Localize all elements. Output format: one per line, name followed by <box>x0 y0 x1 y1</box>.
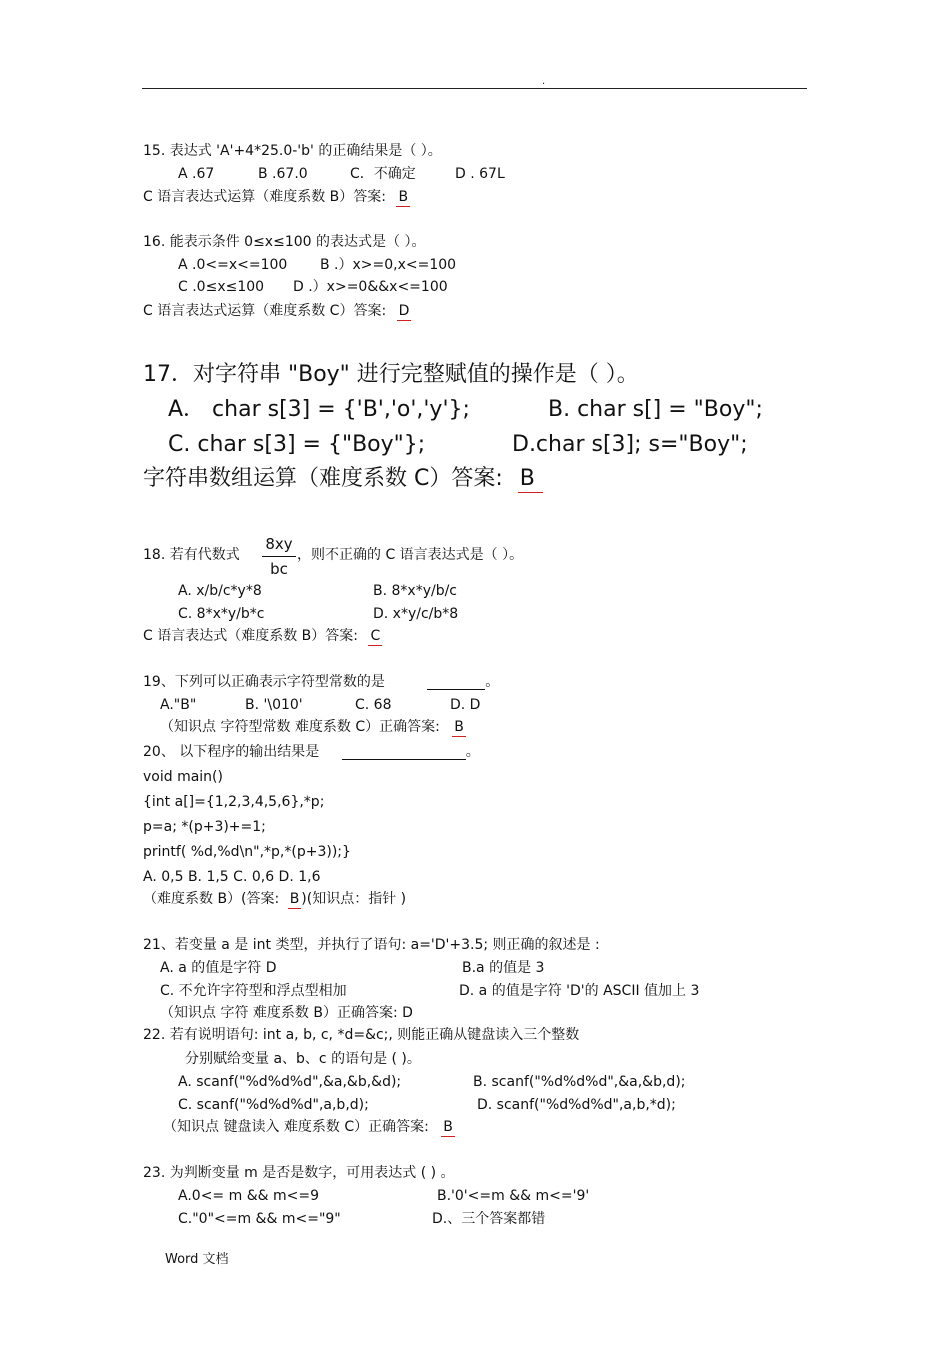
q15-option-c: C．不确定 <box>350 166 416 182</box>
q15-meta <box>143 190 410 204</box>
q19-stem-text: 19、下列可以正确表示字符型常数的是 <box>143 674 385 690</box>
q19-option-d: D. D <box>450 697 481 713</box>
q17-answer: B <box>518 466 543 493</box>
q15-option-d: D . 67L <box>455 166 505 182</box>
q18-fraction <box>262 535 296 578</box>
q18-option-a: A. x/b/c*y*8 <box>178 583 262 599</box>
q21-stem: 21、若变量 a 是 int 类型，并执行了语句: a='D'+3.5; 则正确的叙述是 : <box>143 937 600 953</box>
q20-code-line-4: printf( %d,%d\n",*p,*(p+3));} <box>143 844 351 860</box>
q16-option-b: B .）x>=0,x<=100 <box>320 257 457 273</box>
q18-numerator: 8xy <box>265 535 293 553</box>
q17-meta-text: 字符串数组运算（难度系数 C）答案: <box>143 466 503 491</box>
header-rule <box>142 88 807 89</box>
q16-stem: 16. 能表示条件 0≤x≤100 的表达式是（ ）。 <box>143 234 426 250</box>
q19-stem-end: 。 <box>485 674 500 690</box>
header-dot: . <box>542 76 546 87</box>
q17-stem: 17．对字符串 "Boy" 进行完整赋值的操作是（ ）。 <box>143 362 639 387</box>
q18-option-c: C. 8*x*y/b*c <box>178 606 265 622</box>
q23-option-d: D.、三个答案都错 <box>432 1211 546 1227</box>
q20-stem-text: 20、 以下程序的输出结果是 <box>143 744 320 760</box>
q18-option-b: B. 8*x*y/b/c <box>373 583 457 599</box>
q21-meta: （知识点 字符 难度系数 B）正确答案: D <box>160 1005 413 1021</box>
q20-meta <box>143 892 406 906</box>
q23-stem: 23. 为判断变量 m 是否是数字，可用表达式 ( ) 。 <box>143 1165 455 1181</box>
q21-option-a: A. a 的值是字符 D <box>160 960 277 976</box>
q19-stem <box>143 675 499 690</box>
q22-stem: 22. 若有说明语句: int a, b, c, *d=&c;, 则能正确从键盘读入三个整数 <box>143 1027 580 1043</box>
q20-code-line-1: void main() <box>143 769 223 785</box>
q19-option-b: B. '\010' <box>245 697 303 713</box>
q20-meta-post: )(知识点：指针 ) <box>301 891 407 907</box>
q20-options: A. 0,5 B. 1,5 C. 0,6 D. 1,6 <box>143 869 321 885</box>
q18-denominator: bc <box>270 560 288 578</box>
q17-option-d: D.char s[3]; s="Boy"; <box>512 432 748 457</box>
q22-option-d: D. scanf("%d%d%d",a,b,*d); <box>477 1097 676 1113</box>
q16-option-d: D .）x>=0&&x<=100 <box>293 279 448 295</box>
q22-option-b: B. scanf("%d%d%d",&a,&b,d); <box>473 1074 686 1090</box>
q18-stem-pre: 18. 若有代数式 <box>143 547 240 563</box>
q19-blank <box>427 675 485 690</box>
q23-option-a: A.0<= m && m<=9 <box>178 1188 319 1204</box>
q19-option-c: C. 68 <box>355 697 392 713</box>
q15-answer: B <box>398 189 409 205</box>
q15-option-b: B .67.0 <box>258 166 308 182</box>
q19-option-a: A."B" <box>160 697 197 713</box>
q22-answer: B <box>443 1119 453 1135</box>
q20-meta-pre: （难度系数 B）(答案: <box>143 891 280 907</box>
q22-meta-text: （知识点 键盘读入 难度系数 C）正确答案: <box>163 1119 429 1135</box>
q22-stem-2: 分别赋给变量 a、b、c 的语句是 ( )。 <box>185 1051 421 1067</box>
q16-option-c: C .0≤x≤100 <box>178 279 265 295</box>
q20-code-line-2: {int a[]={1,2,3,4,5,6},*p; <box>143 794 325 810</box>
q17-option-c: C. char s[3] = {"Boy"}; <box>168 432 426 457</box>
q21-option-b: B.a 的值是 3 <box>462 960 545 976</box>
q22-option-a: A. scanf("%d%d%d",&a,&b,&d); <box>178 1074 402 1090</box>
q20-code-line-3: p=a; *(p+3)+=1; <box>143 819 266 835</box>
q21-option-d: D. a 的值是字符 'D'的 ASCII 值加上 3 <box>459 983 700 999</box>
q20-stem <box>143 745 480 760</box>
q19-answer: B <box>454 719 464 735</box>
q18-stem-post: ，则不正确的 C 语言表达式是（ ）。 <box>297 547 524 563</box>
q21-option-c: C. 不允许字符型和浮点型相加 <box>160 983 347 999</box>
q18-meta-text: C 语言表达式（难度系数 B）答案: <box>143 628 358 644</box>
q18-answer: C <box>370 628 381 644</box>
q16-meta-text: C 语言表达式运算（难度系数 C）答案: <box>143 303 387 319</box>
q17-option-b: B. char s[] = "Boy"; <box>548 397 763 422</box>
q19-meta <box>160 720 466 734</box>
q19-meta-text: （知识点 字符型常数 难度系数 C）正确答案: <box>160 719 440 735</box>
q16-meta <box>143 304 411 318</box>
q22-option-c: C. scanf("%d%d%d",a,b,d); <box>178 1097 369 1113</box>
q20-blank <box>342 745 466 760</box>
q22-meta <box>163 1120 455 1134</box>
q20-stem-end: 。 <box>465 744 480 760</box>
q15-stem: 15. 表达式 'A'+4*25.0-'b' 的正确结果是（ ）。 <box>143 143 442 159</box>
q15-option-a: A .67 <box>178 166 215 182</box>
q18-option-d: D. x*y/c/b*8 <box>373 606 459 622</box>
q16-answer: D <box>398 303 410 319</box>
page-footer: Word 文档 <box>165 1252 229 1267</box>
q18-meta <box>143 629 382 643</box>
q23-option-c: C."0"<=m && m<="9" <box>178 1211 341 1227</box>
q17-meta <box>143 468 543 490</box>
q15-meta-text: C 语言表达式运算（难度系数 B）答案: <box>143 189 386 205</box>
q16-option-a: A .0<=x<=100 <box>178 257 288 273</box>
q18-fraction-bar <box>262 556 296 557</box>
q17-option-a: A． char s[3] = {'B','o','y'}; <box>168 397 470 422</box>
q23-option-b: B.'0'<=m && m<='9' <box>437 1188 590 1204</box>
q20-answer: B <box>289 891 300 907</box>
